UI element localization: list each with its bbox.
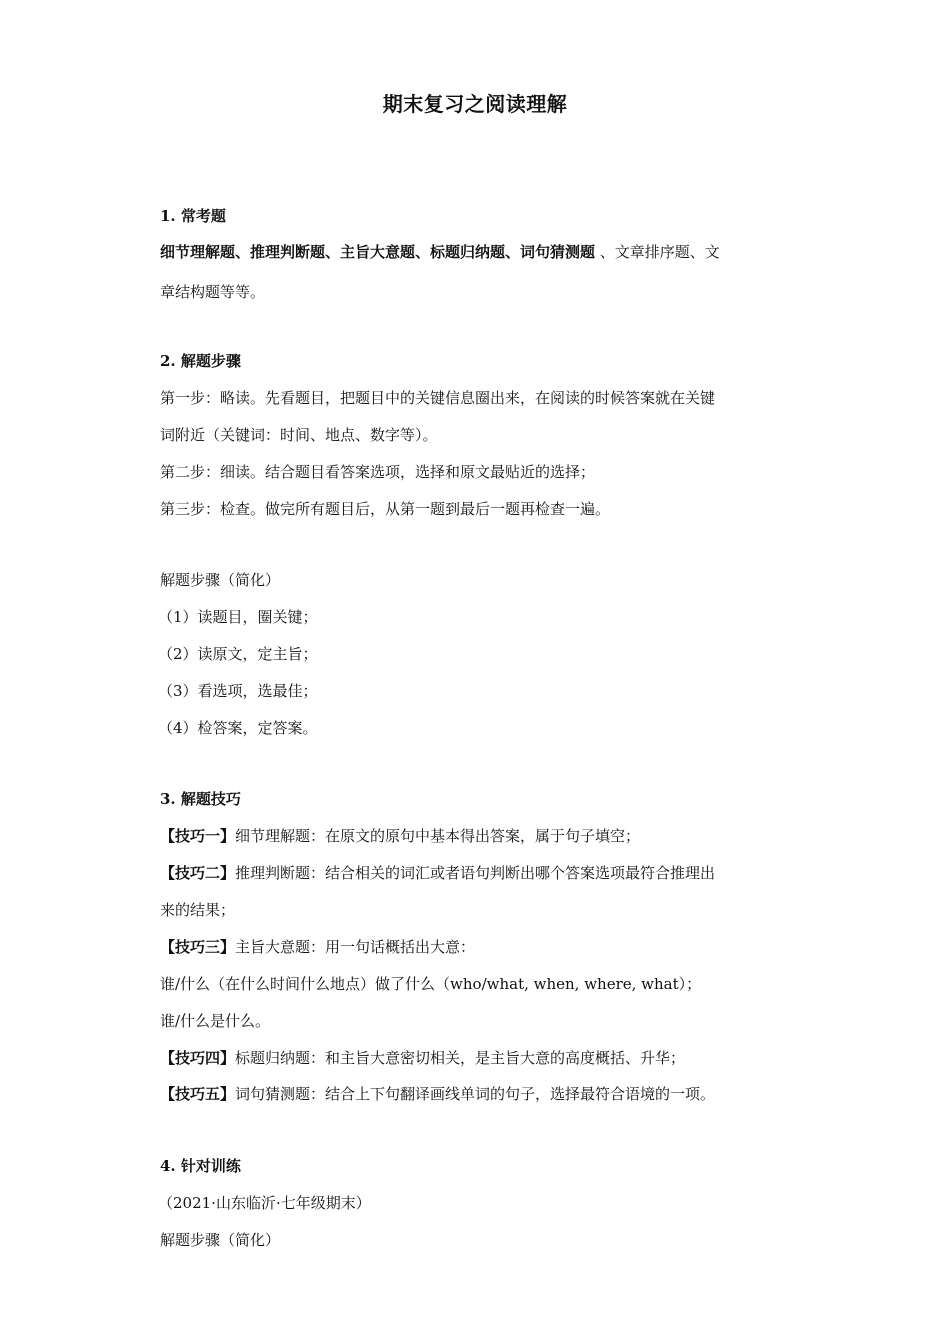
simplified-step-item: （4）检答案，定答案。 (158, 719, 318, 737)
tip-4 (160, 1047, 800, 1069)
tip-3 (160, 936, 800, 958)
step-2: 第二步：细读。结合题目看答案选项，选择和原文最贴近的选择； (160, 463, 596, 481)
step-3: 第三步：检查。做完所有题目后，从第一题到最后一题再检查一遍。 (160, 500, 611, 518)
simplified-step-item: （3）看选项，选最佳； (158, 682, 318, 700)
step-1-line-1: 第一步：略读。先看题目，把题目中的关键信息圈出来，在阅读的时候答案就在关键 (160, 389, 716, 407)
tip-text: 词句猜测题：结合上下句翻译画线单词的句子，选择最符合语境的一项。 (235, 1085, 716, 1103)
practice-source: （2021·山东临沂·七年级期末） (158, 1194, 371, 1212)
section-heading-steps: 2. 解题步骤 (160, 352, 241, 370)
section-heading-common-questions: 1. 常考题 (160, 207, 226, 225)
tip-text: 细节理解题：在原文的原句中基本得出答案，属于句子填空； (235, 827, 641, 845)
question-types-bold: 细节理解题、推理判断题、主旨大意题、标题归纳题、词句猜测题 (160, 243, 596, 261)
tip-tag: 【技巧二】 (160, 864, 236, 882)
tip-3-line-2: 谁/什么（在什么时间什么地点）做了什么（who/what, when, where, what）； (160, 975, 702, 993)
tip-2-line-2: 来的结果； (160, 901, 236, 919)
tip-5 (160, 1083, 800, 1105)
tip-text: 主旨大意题：用一句话概括出大意： (235, 938, 476, 956)
section-heading-practice: 4. 针对训练 (160, 1157, 241, 1175)
tip-3-line-3: 谁/什么是什么。 (160, 1012, 271, 1030)
question-types-rest: 、文章排序题、文 (595, 243, 720, 261)
tip-tag: 【技巧三】 (160, 938, 236, 956)
simplified-step-item: （1）读题目，圈关键； (158, 608, 318, 626)
simplified-step-item: （2）读原文，定主旨； (158, 645, 318, 663)
tip-2 (160, 862, 800, 884)
tip-tag: 【技巧四】 (160, 1049, 236, 1067)
question-types-line-2: 章结构题等等。 (160, 283, 266, 301)
tip-tag: 【技巧五】 (160, 1085, 236, 1103)
section-heading-tips: 3. 解题技巧 (160, 790, 241, 808)
tip-text: 标题归纳题：和主旨大意密切相关，是主旨大意的高度概括、升华； (235, 1049, 686, 1067)
step-1-line-2: 词附近（关键词：时间、地点、数字等）。 (160, 426, 438, 444)
simplified-steps-title: 解题步骤（简化） (160, 571, 281, 589)
tip-1 (160, 825, 800, 847)
tip-text: 推理判断题：结合相关的词汇或者语句判断出哪个答案选项最符合推理出 (235, 864, 716, 882)
document-title: 期末复习之阅读理解 (382, 92, 568, 116)
question-types-line (160, 241, 800, 263)
tip-tag: 【技巧一】 (160, 827, 236, 845)
practice-simplified-title: 解题步骤（简化） (160, 1231, 281, 1249)
